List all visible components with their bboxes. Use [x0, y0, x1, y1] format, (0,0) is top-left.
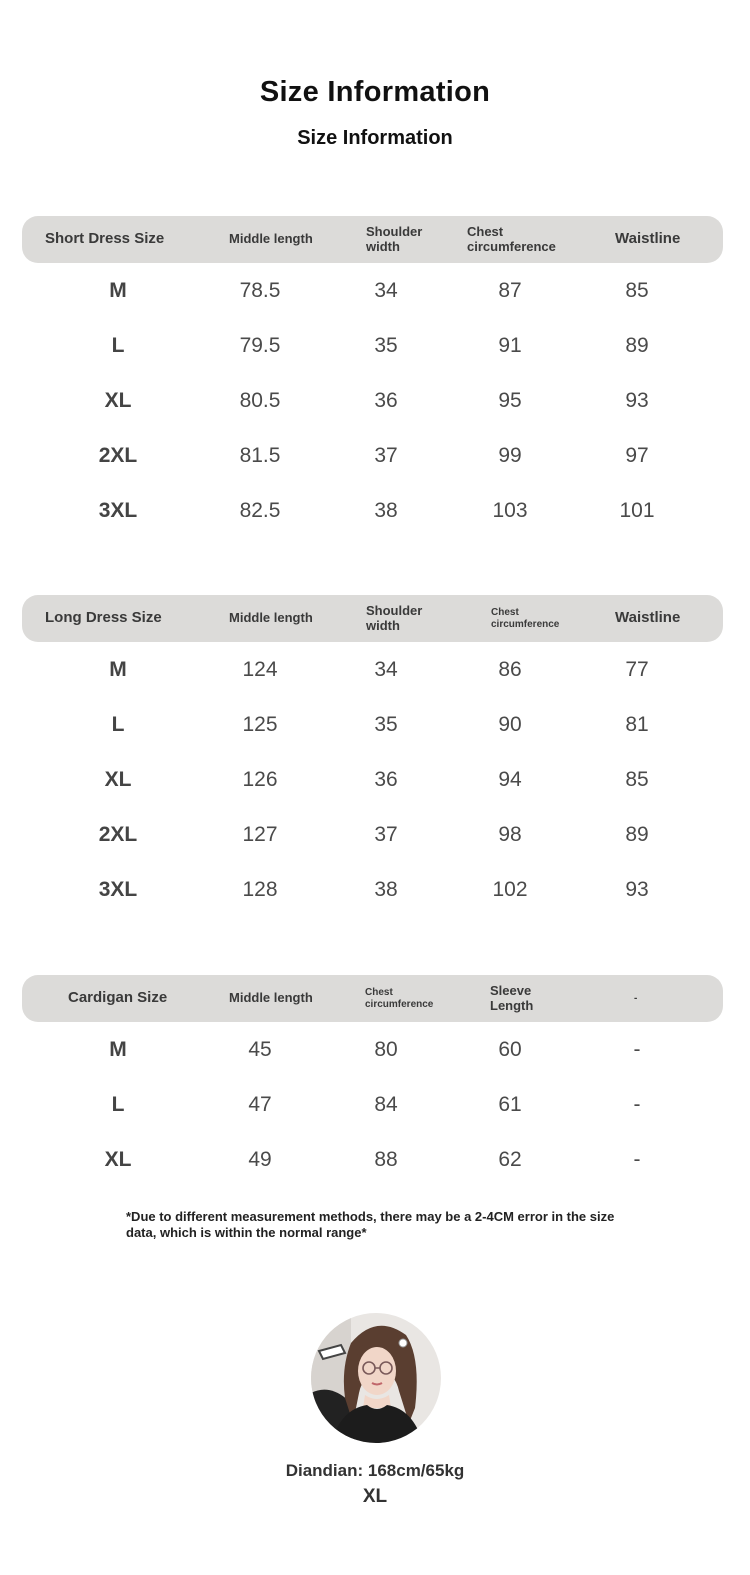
- header-placeholder: -: [634, 992, 638, 1004]
- short-dress-table: [22, 216, 723, 538]
- table-row: [22, 1077, 723, 1132]
- size-cell: XL: [104, 388, 132, 412]
- value-cell: 61: [498, 1092, 522, 1116]
- size-cell: L: [111, 333, 125, 357]
- header-chest: Chest circumference: [467, 223, 556, 254]
- table-row: [22, 483, 723, 538]
- value-cell: 93: [625, 877, 649, 901]
- table-row: [22, 807, 723, 862]
- header-size: Long Dress Size: [45, 609, 162, 627]
- value-cell: 80.5: [239, 388, 281, 412]
- value-cell: 79.5: [239, 333, 281, 357]
- model-name: Diandian: 168cm/65kg: [285, 1461, 465, 1480]
- value-cell: 81.5: [239, 443, 281, 467]
- value-cell: 80: [374, 1037, 398, 1061]
- value-cell: 98: [498, 822, 522, 846]
- header-sleeve-length: Sleeve Length: [490, 982, 534, 1013]
- size-cell: L: [111, 712, 125, 736]
- header-shoulder-width: Shoulder width: [366, 223, 423, 254]
- value-cell: 93: [625, 388, 649, 412]
- measurement-note: *Due to different measurement methods, there may be a 2-4CM error in the size data, which is within the normal range*: [126, 1209, 615, 1240]
- value-cell: 85: [625, 767, 649, 791]
- value-cell: 103: [492, 498, 528, 522]
- page-subtitle: Size Information: [297, 127, 453, 149]
- long-dress-table: [22, 595, 723, 917]
- value-cell: 45: [248, 1037, 272, 1061]
- value-cell: 38: [374, 877, 398, 901]
- value-cell: 85: [625, 278, 649, 302]
- header-shoulder-width: Shoulder width: [366, 602, 423, 633]
- value-cell: 101: [619, 498, 655, 522]
- size-cell: M: [109, 1037, 127, 1061]
- value-cell: 34: [374, 657, 398, 681]
- value-cell: 89: [625, 333, 649, 357]
- value-cell: 36: [374, 388, 398, 412]
- header-waistline: Waistline: [615, 609, 681, 627]
- table-row: [22, 642, 723, 697]
- value-cell: 90: [498, 712, 522, 736]
- header-chest: Chest circumference: [365, 987, 434, 1010]
- table-row: [22, 752, 723, 807]
- size-cell: XL: [104, 1147, 132, 1171]
- table-row: [22, 373, 723, 428]
- value-cell: 62: [498, 1147, 522, 1171]
- value-cell: 94: [498, 767, 522, 791]
- value-cell: 128: [242, 877, 278, 901]
- value-cell: 36: [374, 767, 398, 791]
- value-cell: 99: [498, 443, 522, 467]
- size-cell: L: [111, 1092, 125, 1116]
- value-cell: -: [633, 1092, 641, 1116]
- value-cell: 81: [625, 712, 649, 736]
- size-cell: 2XL: [98, 443, 138, 467]
- value-cell: 102: [492, 877, 528, 901]
- table-row: [22, 428, 723, 483]
- value-cell: 86: [498, 657, 522, 681]
- value-cell: 91: [498, 333, 522, 357]
- cardigan-table: [22, 975, 723, 1187]
- header-size: Cardigan Size: [68, 989, 168, 1007]
- table-row: [22, 318, 723, 373]
- header-middle-length: Middle length: [229, 231, 313, 247]
- size-cell: M: [109, 278, 127, 302]
- size-cell: 3XL: [98, 877, 138, 901]
- model-portrait-image: [311, 1313, 441, 1443]
- model-avatar: [311, 1313, 441, 1443]
- value-cell: 95: [498, 388, 522, 412]
- value-cell: 35: [374, 712, 398, 736]
- table-row: [22, 1022, 723, 1077]
- value-cell: -: [633, 1147, 641, 1171]
- table-row: [22, 1132, 723, 1187]
- table-row: [22, 697, 723, 752]
- table-header: [22, 595, 723, 642]
- value-cell: 35: [374, 333, 398, 357]
- value-cell: 37: [374, 443, 398, 467]
- size-cell: M: [109, 657, 127, 681]
- value-cell: 97: [625, 443, 649, 467]
- value-cell: 126: [242, 767, 278, 791]
- table-row: [22, 862, 723, 917]
- value-cell: 38: [374, 498, 398, 522]
- header-chest: Chest circumference: [491, 607, 560, 630]
- value-cell: 87: [498, 278, 522, 302]
- value-cell: 34: [374, 278, 398, 302]
- value-cell: 60: [498, 1037, 522, 1061]
- table-row: [22, 263, 723, 318]
- table-header: [22, 975, 723, 1022]
- value-cell: 82.5: [239, 498, 281, 522]
- value-cell: 89: [625, 822, 649, 846]
- value-cell: 49: [248, 1147, 272, 1171]
- value-cell: 47: [248, 1092, 272, 1116]
- size-cell: 3XL: [98, 498, 138, 522]
- value-cell: 37: [374, 822, 398, 846]
- value-cell: 78.5: [239, 278, 281, 302]
- value-cell: 77: [625, 657, 649, 681]
- value-cell: 84: [374, 1092, 398, 1116]
- size-cell: 2XL: [98, 822, 138, 846]
- header-waistline: Waistline: [615, 230, 681, 248]
- value-cell: 125: [242, 712, 278, 736]
- value-cell: 127: [242, 822, 278, 846]
- model-size: XL: [362, 1486, 388, 1507]
- value-cell: 124: [242, 657, 278, 681]
- value-cell: -: [633, 1037, 641, 1061]
- header-size: Short Dress Size: [45, 230, 165, 248]
- size-cell: XL: [104, 767, 132, 791]
- header-middle-length: Middle length: [229, 990, 313, 1006]
- table-header: [22, 216, 723, 263]
- value-cell: 88: [374, 1147, 398, 1171]
- header-middle-length: Middle length: [229, 610, 313, 626]
- page-title: Size Information: [259, 76, 491, 108]
